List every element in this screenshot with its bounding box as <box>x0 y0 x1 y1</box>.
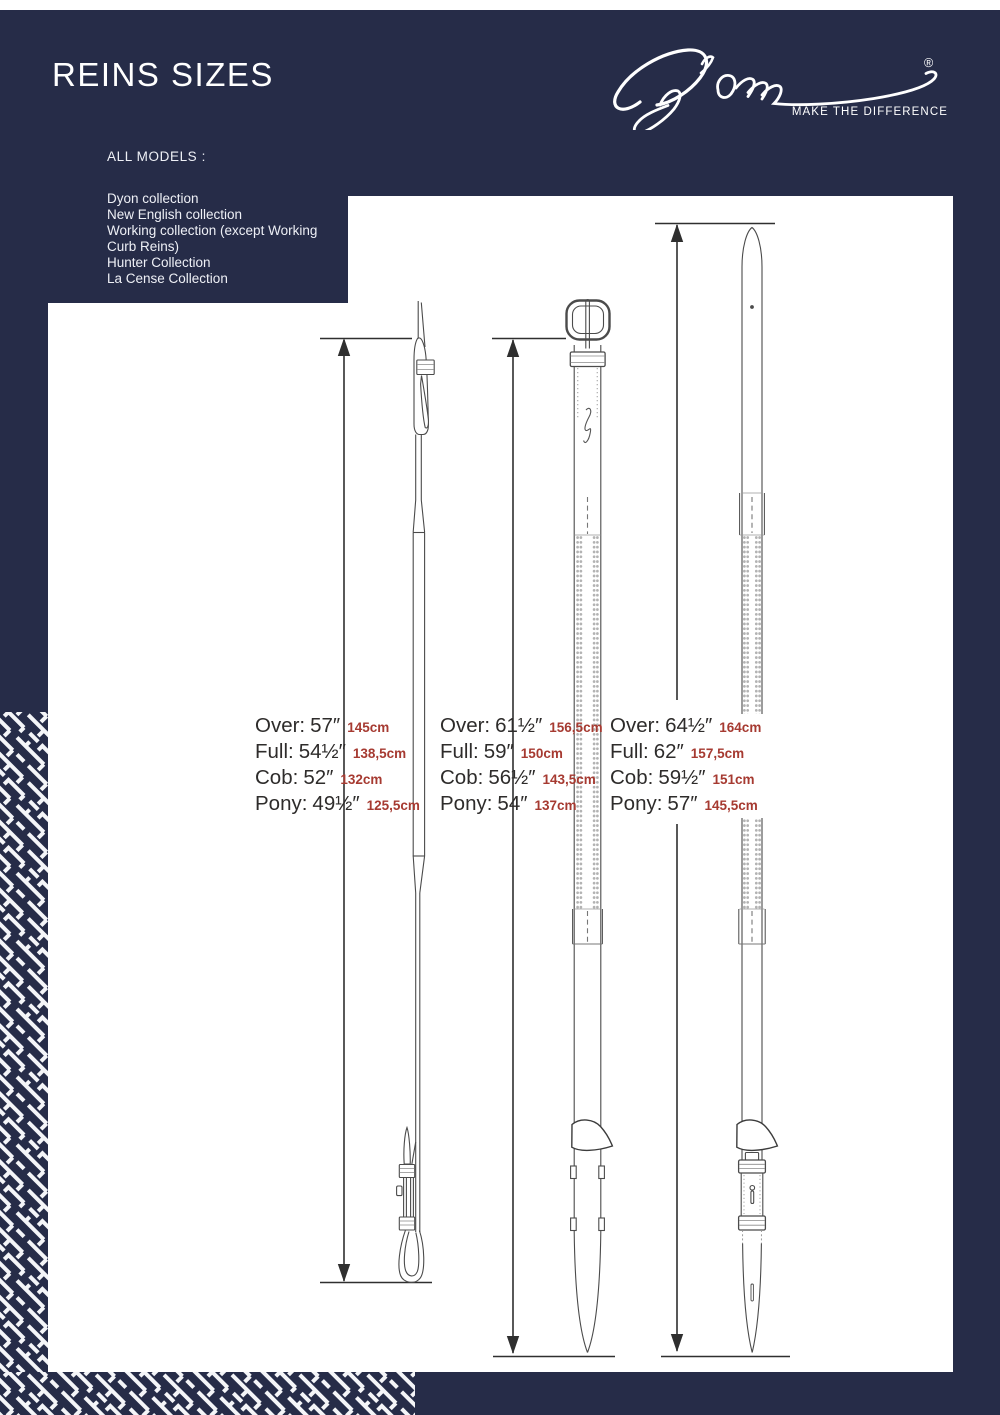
maze-pattern-bottom <box>0 1372 415 1415</box>
registered-trademark-symbol: ® <box>924 56 934 70</box>
size-inches: 61½″ <box>495 714 543 737</box>
models-panel <box>107 149 345 287</box>
size-cm: 145,5cm <box>704 798 758 813</box>
maze-pattern-left <box>0 712 48 1372</box>
size-block-2 <box>440 714 603 818</box>
model-item: La Cense Collection <box>107 271 228 286</box>
size-row <box>607 714 764 740</box>
size-row <box>440 740 603 766</box>
size-cm: 151cm <box>712 772 755 787</box>
size-cm: 156,5cm <box>549 720 603 735</box>
size-label: Over: <box>610 714 661 737</box>
models-heading: ALL MODELS : <box>107 149 206 164</box>
size-inches: 59½″ <box>658 766 706 789</box>
size-label: Cob: <box>610 766 654 789</box>
right-border-strip <box>953 196 1000 1415</box>
size-cm: 157,5cm <box>690 746 745 761</box>
size-label: Full: <box>440 740 479 763</box>
size-row <box>255 740 420 766</box>
size-label: Cob: <box>440 766 484 789</box>
size-cm: 150cm <box>520 746 563 761</box>
size-cm: 164cm <box>719 720 762 735</box>
size-row <box>255 714 420 740</box>
size-inches: 54½″ <box>298 740 346 763</box>
size-label: Pony: <box>610 792 663 815</box>
size-label: Pony: <box>440 792 493 815</box>
size-label: Full: <box>255 740 294 763</box>
size-label: Pony: <box>255 792 308 815</box>
size-cm: 145cm <box>347 720 390 735</box>
size-row <box>255 792 420 818</box>
size-label: Over: <box>255 714 306 737</box>
size-inches: 52″ <box>303 766 334 789</box>
size-inches: 62″ <box>653 740 684 763</box>
size-cm: 125,5cm <box>366 798 420 813</box>
size-row <box>607 792 764 818</box>
size-block-3 <box>607 714 764 818</box>
size-row <box>440 792 603 818</box>
size-label: Cob: <box>255 766 299 789</box>
size-inches: 49½″ <box>312 792 360 815</box>
size-inches: 56½″ <box>488 766 536 789</box>
size-cm: 143,5cm <box>542 772 596 787</box>
size-inches: 59″ <box>483 740 514 763</box>
model-item: Dyon collection <box>107 191 199 206</box>
size-row <box>607 740 764 766</box>
model-item: Working collection (except Working Curb Reins) <box>107 223 318 254</box>
size-row <box>440 766 603 792</box>
size-cm: 138,5cm <box>352 746 407 761</box>
size-row <box>255 766 420 792</box>
model-item: Hunter Collection <box>107 255 211 270</box>
page-title: REINS SIZES <box>52 56 274 93</box>
size-inches: 54″ <box>497 792 528 815</box>
size-row <box>440 714 603 740</box>
size-inches: 57″ <box>310 714 341 737</box>
model-item: New English collection <box>107 207 243 222</box>
size-label: Over: <box>440 714 491 737</box>
size-cm: 137cm <box>534 798 577 813</box>
brand-tagline: MAKE THE DIFFERENCE <box>791 106 948 118</box>
rein-drawing-2 <box>567 300 613 1353</box>
size-inches: 57″ <box>667 792 698 815</box>
size-label: Full: <box>610 740 649 763</box>
size-cm: 132cm <box>340 772 383 787</box>
size-block-1 <box>255 714 420 818</box>
size-inches: 64½″ <box>665 714 713 737</box>
size-row <box>607 766 764 792</box>
